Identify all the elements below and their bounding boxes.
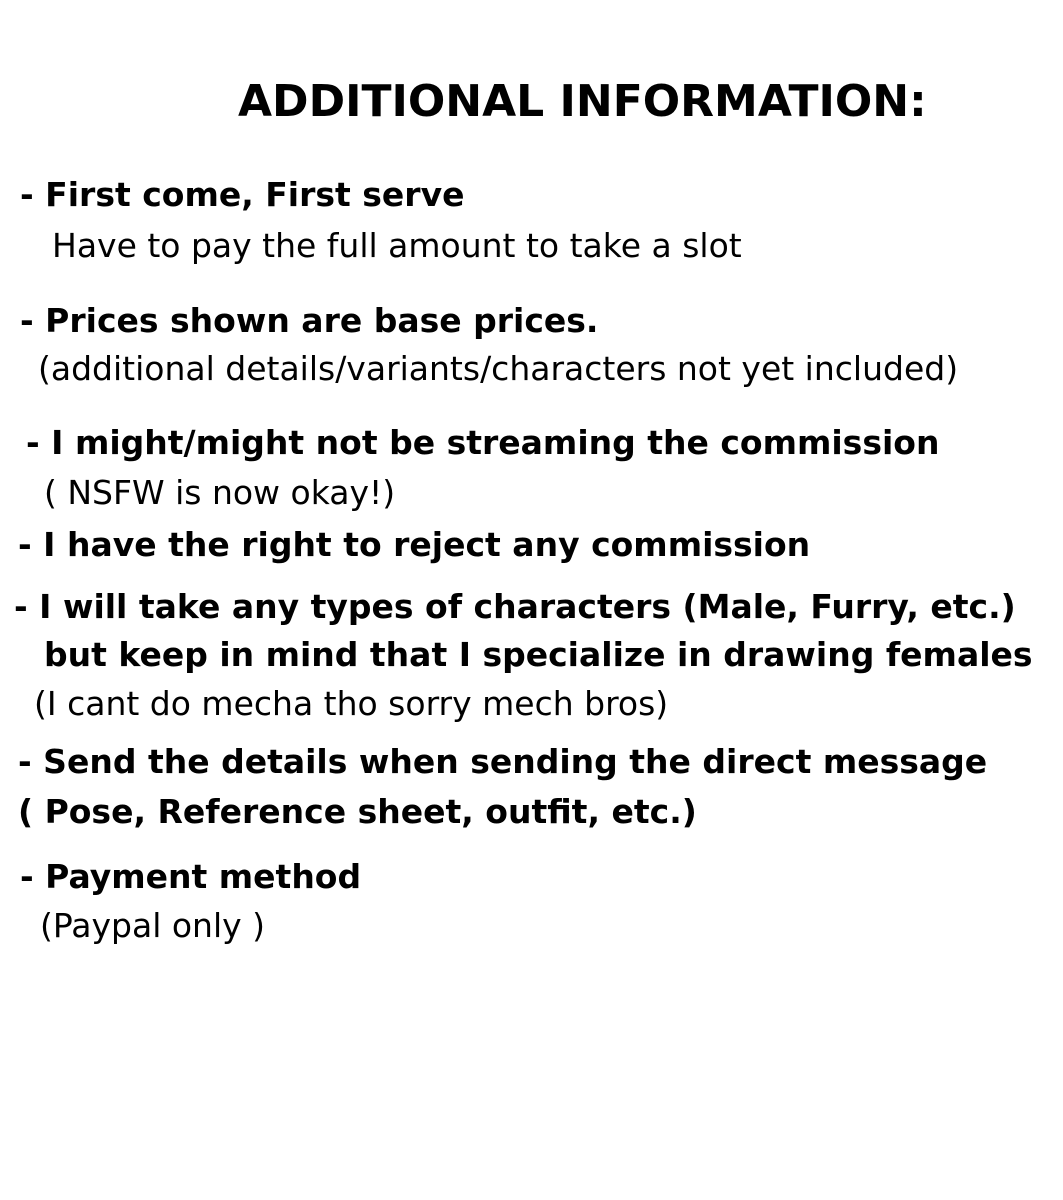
item-prices-note: (additional details/variants/characters not yet included) (38, 349, 959, 388)
item-first-come-heading: - First come, First serve (20, 175, 465, 214)
item-streaming-heading: - I might/might not be streaming the commission (26, 423, 940, 462)
item-reject-heading: - I have the right to reject any commission (18, 525, 811, 564)
item-payment-heading: - Payment method (20, 857, 362, 896)
item-streaming-note: ( NSFW is now okay!) (44, 473, 396, 512)
item-character-types-note: (I cant do mecha tho sorry mech bros) (34, 684, 669, 723)
item-character-types-heading-cont: but keep in mind that I specialize in drawing females (44, 635, 1033, 674)
item-character-types-heading: - I will take any types of characters (Male, Furry, etc.) (14, 587, 1016, 626)
item-prices-heading: - Prices shown are base prices. (20, 301, 599, 340)
item-payment-note: (Paypal only ) (40, 906, 266, 945)
item-details-heading: - Send the details when sending the direct message (18, 742, 988, 781)
item-details-heading-cont: ( Pose, Reference sheet, outfit, etc.) (18, 792, 697, 831)
page-title: ADDITIONAL INFORMATION: (238, 76, 927, 127)
item-first-come-note: Have to pay the full amount to take a slot (52, 226, 742, 265)
